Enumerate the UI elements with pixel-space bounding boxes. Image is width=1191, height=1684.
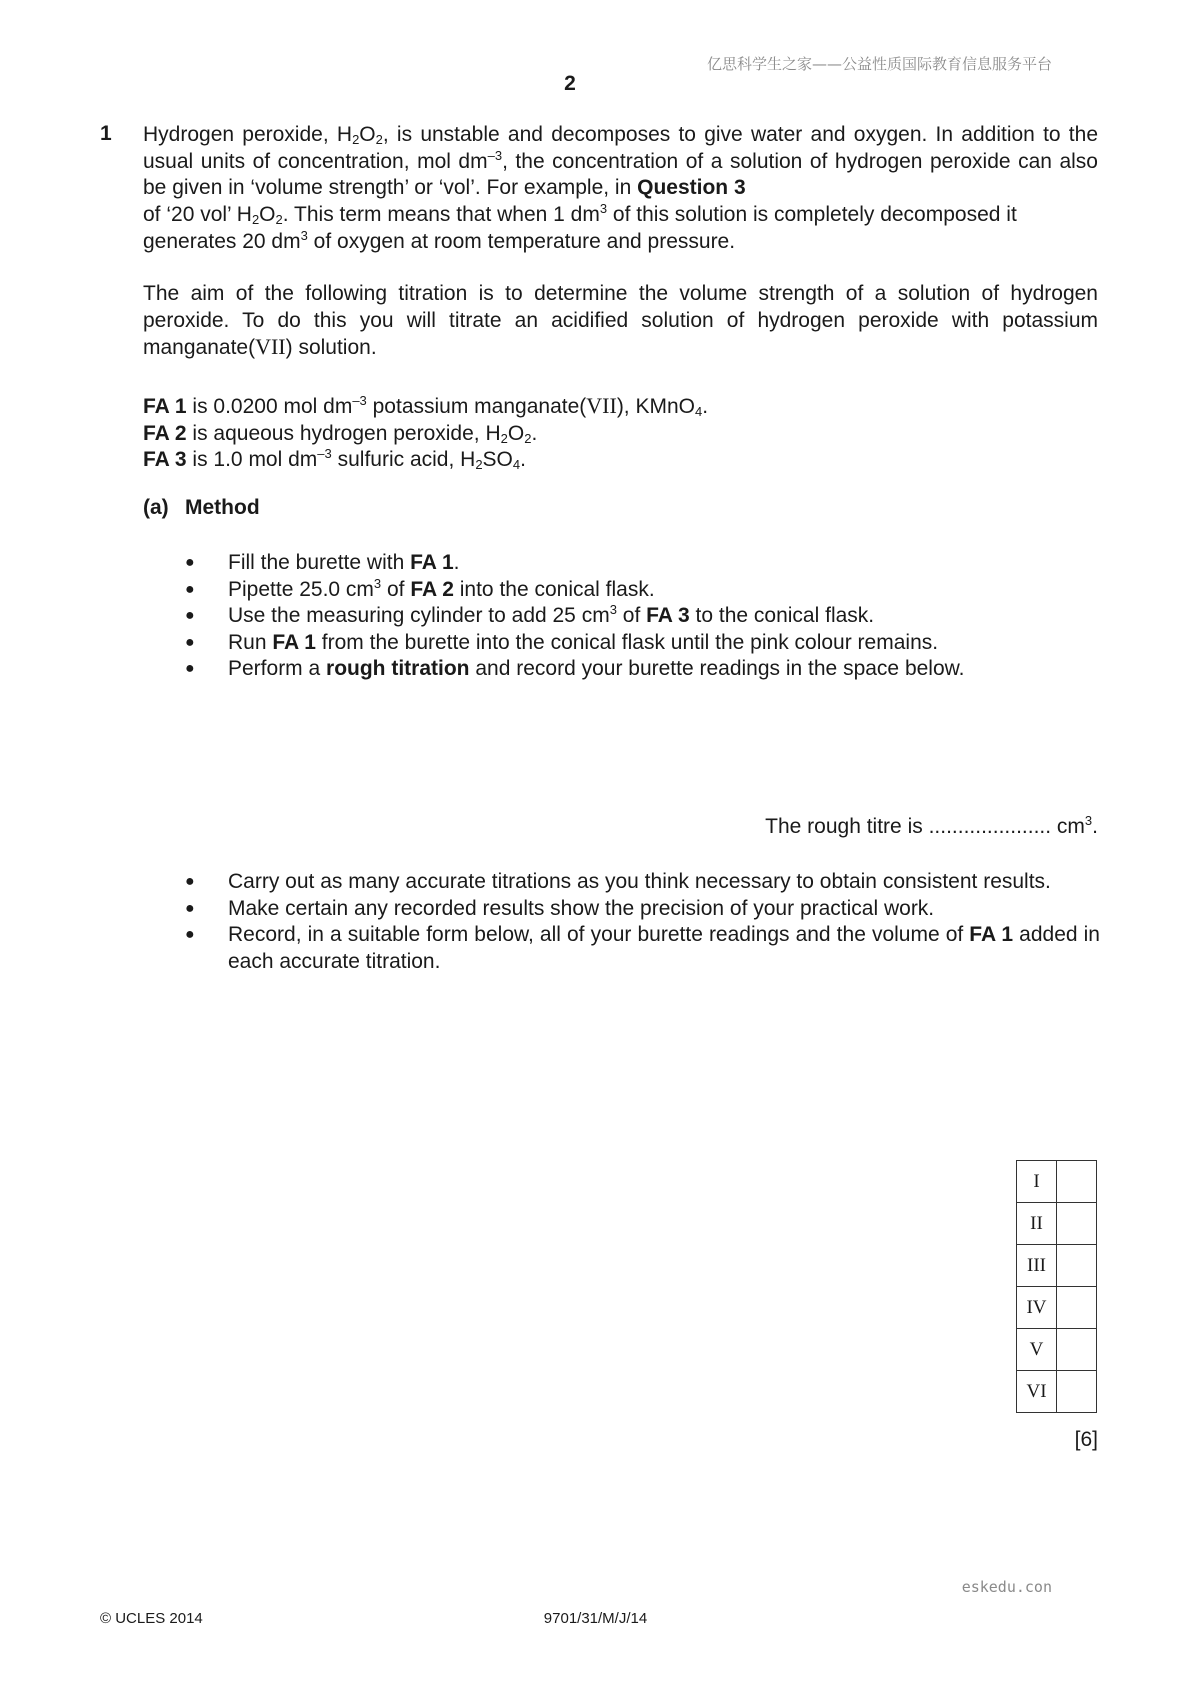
mark-box [1057, 1329, 1097, 1371]
reagent-fa3: FA 3 is 1.0 mol $dm^{-3}$ sulfuric acid, $H_2SO_4$. [143, 446, 526, 472]
reagent-list [143, 393, 1098, 474]
mark-row-label: I [1017, 1161, 1057, 1203]
reagent-fa2: FA 2 is aqueous hydrogen peroxide, $H_2O_2$. [143, 421, 538, 446]
bullet-icon: ● [185, 873, 195, 890]
table-row [1017, 1161, 1097, 1203]
table-row [1017, 1287, 1097, 1329]
mark-box [1057, 1203, 1097, 1245]
bullet-icon: ● [185, 554, 195, 571]
list-item: ● Run FA 1 from the burette into the conical flask until the pink colour remains. [185, 630, 1100, 657]
list-item: ● Pipette 25.0 $cm^3$ of FA 2 into the conical flask. [185, 577, 1100, 604]
bullet-icon: ● [185, 633, 195, 651]
list-item: ● Use the measuring cylinder to add 25 $cm^3$ of FA 3 to the conical flask. [185, 603, 1100, 630]
accurate-titration-steps [185, 869, 1100, 975]
question-reference: Question 3 [637, 176, 746, 199]
list-item: ● Perform a rough titration and record your burette readings in the space below. [185, 656, 1100, 683]
bullet-icon: ● [185, 926, 195, 943]
intro-paragraph: Hydrogen peroxide, $H_2O_2$, is unstable and decomposes to give water and oxygen. In addition to the usual units of concentration, mol $dm^{-3}$, the concentration of a solution of hydrogen peroxide can also be given in ‘volume strength’ or ‘vol’. For example, in Question 3 [143, 123, 1098, 199]
list-item: ● Make certain any recorded results show the precision of your practical work. [185, 896, 1100, 923]
table-row [1017, 1203, 1097, 1245]
mark-row-label: VI [1017, 1371, 1057, 1413]
mark-row-label: III [1017, 1245, 1057, 1287]
examiner-mark-grid [1016, 1160, 1097, 1413]
table-row [1017, 1245, 1097, 1287]
mark-box [1057, 1161, 1097, 1203]
list-item: ● Carry out as many accurate titrations as you think necessary to obtain consistent results. [185, 869, 1100, 896]
table-row [1017, 1329, 1097, 1371]
mark-row-label: V [1017, 1329, 1057, 1371]
bullet-icon: ● [185, 607, 195, 624]
bullet-icon: ● [185, 899, 195, 917]
page-number: 2 [564, 72, 576, 95]
aim-paragraph: The aim of the following titration is to determine the volume strength of a solution of hydrogen peroxide. To do this you will titrate an acidified solution of hydrogen peroxide with potassium manganate(VII) solution. [143, 282, 1098, 359]
list-item: ● Record, in a suitable form below, all of your burette readings and the volume of FA 1 added in each accurate titration. [185, 923, 1100, 973]
mark-row-label: II [1017, 1203, 1057, 1245]
bullet-icon: ● [185, 660, 195, 677]
method-steps [185, 550, 1100, 683]
table-row [1017, 1371, 1097, 1413]
question-number: 1 [100, 122, 112, 145]
mark-box [1057, 1371, 1097, 1413]
paper-code: 9701/31/M/J/14 [543, 1610, 648, 1627]
bullet-icon: ● [185, 580, 195, 598]
part-label: (a) [143, 496, 169, 519]
mark-row-label: IV [1017, 1287, 1057, 1329]
mark-box [1057, 1287, 1097, 1329]
part-title: Method [185, 496, 260, 519]
mark-box [1057, 1245, 1097, 1287]
list-item: ● Fill the burette with FA 1. [185, 550, 1100, 577]
rough-titre-answer-line[interactable]: The rough titre is ..................... $cm^3$. [765, 813, 1098, 838]
copyright-notice: © UCLES 2014 [100, 1610, 203, 1627]
reagent-fa1: FA 1 is 0.0200 mol $dm^{-3}$ potassium manganate(VII), KMnO$_4$. [143, 393, 709, 419]
total-marks: [6] [1074, 1428, 1098, 1451]
part-a-heading [143, 496, 260, 520]
answer-dots: ..................... [928, 815, 1052, 838]
watermark-footer: eskedu.con [961, 1578, 1052, 1596]
intro-paragraph-continued: of ‘20 vol’ $H_2O_2$. This term means that when 1 $dm^3$ of this solution is completely decomposed it generates 20 $dm^3$ of oxygen at room temperature and pressure. [143, 201, 1017, 253]
watermark-header: 亿思科学生之家——公益性质国际教育信息服务平台 [706, 55, 1052, 73]
